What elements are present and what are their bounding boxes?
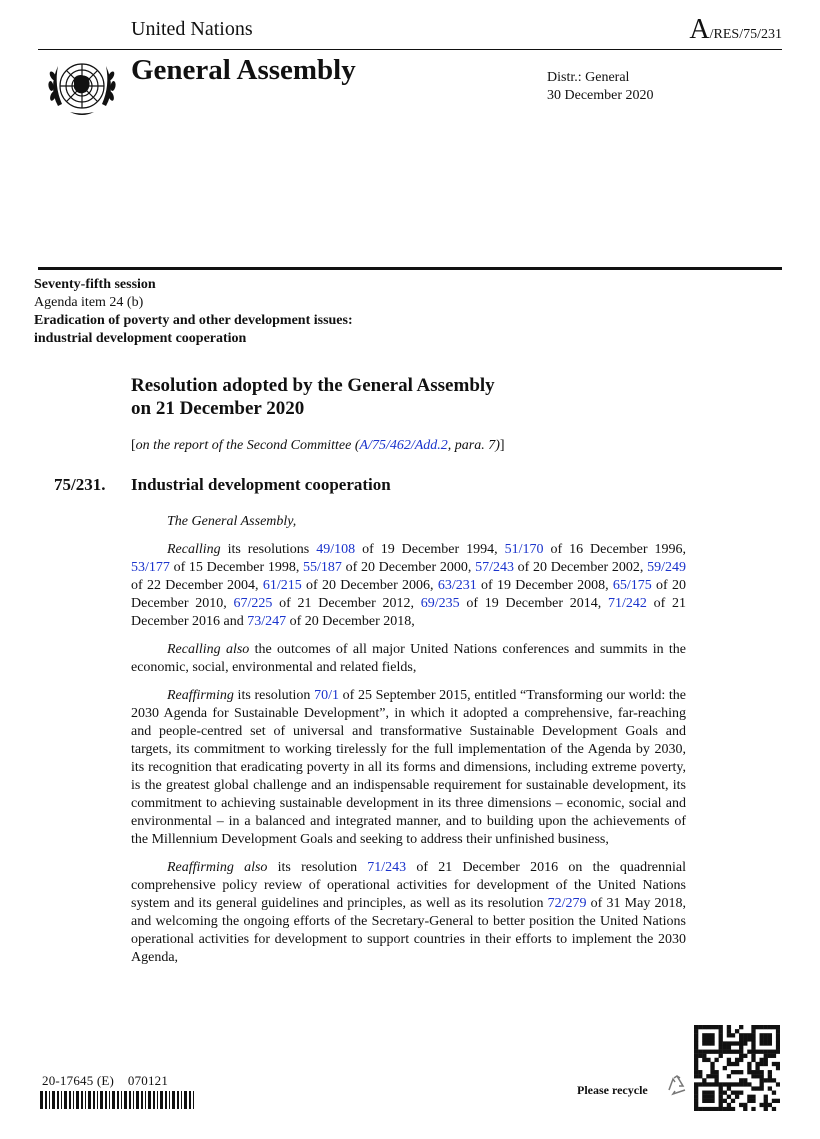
report-link[interactable]: A/75/462/Add.2 — [359, 438, 448, 453]
agenda-topic-line1: Eradication of poverty and other development issues: — [34, 313, 353, 328]
job-number: 20-17645 (E) 070121 — [42, 1073, 169, 1088]
agenda-item: Agenda item 24 (b) — [34, 295, 144, 310]
p1-text: of 21 December 2016 and — [131, 596, 686, 629]
document-symbol — [689, 14, 782, 46]
resolution-link[interactable]: 59/249 — [647, 560, 686, 575]
resolution-number: 75/231. — [54, 475, 106, 494]
resolution-title — [131, 374, 495, 420]
resolution-name: Industrial development cooperation — [131, 475, 391, 494]
p2-text: the outcomes of all major United Nations conferences and summits in the economic, social, environmental and related fields, — [131, 642, 686, 675]
report-reference — [131, 438, 505, 454]
symbol-prefix: A — [689, 14, 710, 45]
resolution-link[interactable]: 70/1 — [314, 688, 339, 703]
distribution-block — [547, 69, 654, 105]
p3-text: its resolution — [233, 688, 315, 703]
resolution-link[interactable]: 73/247 — [247, 614, 287, 629]
p1-text: of 15 December 1998, — [169, 560, 304, 575]
resolution-title-line1: Resolution adopted by the General Assembly — [131, 375, 495, 396]
paragraph-4 — [131, 859, 686, 967]
p3-text: of 25 September 2015, entitled “Transforming our world: the 2030 Agenda for Sustainable Development”, in which it adopted a comprehensive, far-reaching and people-centred set of universal and transformative Sustainable Development Goals and targets, its commitment to working tirelessly for the full implementation of the Agenda by 2030, its recognition that eradicating poverty in all its forms and dimensions, including extreme poverty, is the greatest global challenge and an indispensable requirement for sustainable development, its commitment to achieving sustainable development in its three dimensions – economic, social and environmental – in a balanced and integrated manner, and to building upon the achievements of the Millennium Development Goals and seeking to address their unfinished business, — [131, 688, 686, 847]
qr-code-icon — [694, 1025, 780, 1111]
p1-text: of 20 December 2018, — [286, 614, 415, 629]
distribution-label: Distr.: General — [547, 70, 630, 85]
resolution-link[interactable]: 55/187 — [303, 560, 342, 575]
p1-text: of 19 December 1994, — [355, 542, 505, 557]
paragraph-3-lead: Reaffirming — [167, 688, 234, 703]
paragraph-3 — [131, 687, 686, 849]
resolution-link[interactable]: 61/215 — [262, 578, 302, 593]
section-rule — [38, 267, 782, 270]
session-block — [34, 276, 353, 348]
resolution-link[interactable]: 67/225 — [233, 596, 273, 611]
preamble-intro — [131, 513, 686, 531]
resolution-title-line2: on 21 December 2020 — [131, 398, 305, 419]
p4-text: its resolution — [267, 860, 368, 875]
resolution-link[interactable]: 65/175 — [612, 578, 652, 593]
agenda-topic-line2: industrial development cooperation — [34, 331, 247, 346]
p4-text: of 31 May 2018, and welcoming the ongoing efforts of the Secretary-General to better position the United Nations operational activities for development to support countries in their efforts to implement the 2030 Agenda, — [131, 896, 686, 965]
intro-text: The General Assembly, — [167, 514, 297, 529]
paragraph-2 — [131, 641, 686, 677]
resolution-link[interactable]: 53/177 — [131, 560, 170, 575]
paragraph-1-lead: Recalling — [167, 542, 221, 557]
resolution-link[interactable]: 71/242 — [607, 596, 647, 611]
p1-text: of 21 December 2012, — [272, 596, 421, 611]
org-name: United Nations — [131, 18, 253, 40]
paragraph-1 — [131, 541, 686, 631]
p1-text: its resolutions — [220, 542, 317, 557]
barcode-icon — [40, 1091, 196, 1109]
organ-title: General Assembly — [131, 54, 356, 86]
p1-text: of 19 December 2008, — [476, 578, 613, 593]
p1-text: of 20 December 2010, — [131, 578, 686, 611]
resolution-link[interactable]: 51/170 — [504, 542, 544, 557]
un-emblem-icon — [40, 54, 124, 122]
resolution-link[interactable]: 57/243 — [475, 560, 514, 575]
issue-date: 30 December 2020 — [547, 88, 654, 103]
p1-text: of 20 December 2000, — [341, 560, 476, 575]
symbol-rest: /RES/75/231 — [709, 27, 782, 42]
resolution-link[interactable]: 72/279 — [547, 896, 587, 911]
resolution-link[interactable]: 69/235 — [420, 596, 460, 611]
resolution-body — [131, 513, 686, 977]
p1-text: of 20 December 2006, — [301, 578, 438, 593]
report-text: on the report of the Second Committee ( — [135, 438, 360, 453]
resolution-link[interactable]: 63/231 — [437, 578, 477, 593]
p4-text: of 21 December 2016 on the quadrennial comprehensive policy review of operational activities for development of the United Nations system and its general guidelines and principles, as well as its resolution — [131, 860, 686, 911]
bracket-close: ] — [499, 438, 505, 453]
resolution-link[interactable]: 49/108 — [316, 542, 356, 557]
header-rule — [38, 49, 782, 50]
paragraph-4-lead: Reaffirming also — [167, 860, 268, 875]
bracket-open: [ — [131, 438, 136, 453]
session-name: Seventy-fifth session — [34, 277, 156, 292]
p1-text: of 16 December 1996, — [543, 542, 687, 557]
recycle-icon — [664, 1073, 690, 1099]
report-tail: , para. 7) — [447, 438, 500, 453]
p1-text: of 22 December 2004, — [131, 578, 263, 593]
p1-text: of 19 December 2014, — [459, 596, 608, 611]
recycle-label: Please recycle — [577, 1083, 648, 1097]
paragraph-2-lead: Recalling also — [167, 642, 250, 657]
p1-text: of 20 December 2002, — [513, 560, 648, 575]
resolution-link[interactable]: 71/243 — [367, 860, 407, 875]
